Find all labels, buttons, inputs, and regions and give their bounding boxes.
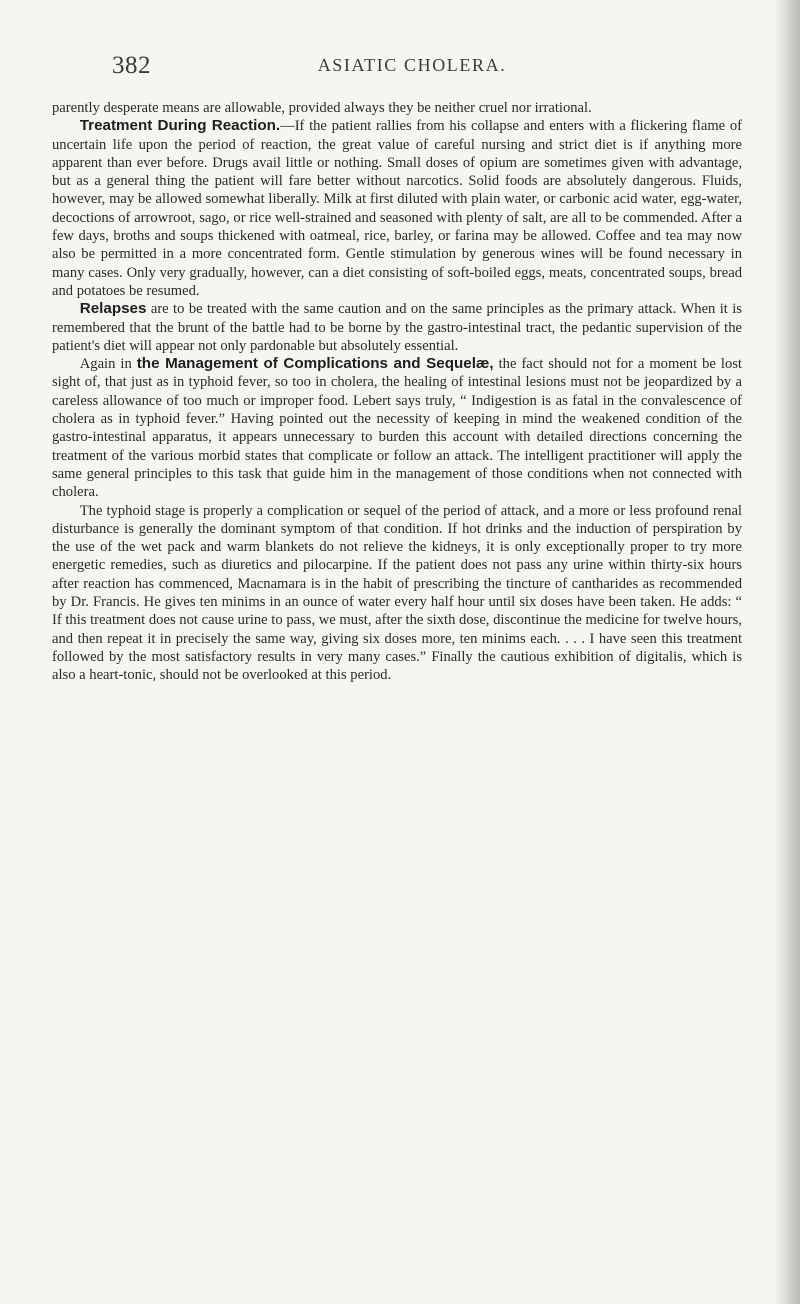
section-heading: Relapses — [79, 300, 147, 318]
page-header — [112, 52, 712, 82]
paragraph-text: The typhoid stage is properly a complication or sequel of the period of attack, and a more or less profound renal disturbance is generally the dominant symptom of that condition. If hot drinks and the induction of perspiration by the use of the wet pack and warm blankets do not relieve the kidneys, it is only exceptionally proper to try more energetic remedies, such as diuretics and pilocarpine. If the patient does not pass any urine within thirty-six hours after reaction has commenced, Macnamara is in the habit of prescribing the tincture of cantharides as recommended by Dr. Francis. He gives ten minims in an ounce of water every half hour until six doses have been taken. He adds: “ If this treatment does not cause urine to pass, we must, after the sixth dose, discontinue the medicine for twelve hours, and then repeat it in precisely the same way, giving six doses more, ten minims each. . . . I have seen this treatment followed by the most satisfactory results in very many cases.” Finally the cautious exhibition of digitalis, which is also a heart-tonic, should not be overlooked at this period. — [52, 502, 742, 684]
paragraph — [52, 355, 742, 501]
section-heading: the Management of Complications and Sequelæ, — [136, 355, 494, 373]
running-title: ASIATIC CHOLERA. — [317, 55, 507, 75]
paragraph — [52, 99, 742, 117]
paragraph — [52, 502, 742, 685]
paragraph-text: —If the patient rallies from his collapse and enters with a flickering flame of uncertain life upon the period of reaction, the great value of careful nursing and strict diet is if anything more apparent than ever before. Drugs avail little or nothing. Small doses of opium are sometimes given with advantage, but as a general thing the patient will fare better without narcotics. Solid foods are absolutely dangerous. Fluids, however, may be allowed somewhat liberally. Milk at first diluted with plain water, or carbonic acid water, egg-water, decoctions of arrowroot, sago, or rice well-strained and seasoned with plenty of salt, are all to be commended. After a few days, broths and soups thickened with oatmeal, rice, barley, or farina may be allowed. Coffee and tea may now also be permitted in a more concentrated form. Gentle stimulation by generous wines will be found necessary in many cases. Only very gradually, however, can a diet consisting of soft-boiled eggs, meats, concentrated soups, bread and potatoes be resumed. — [52, 118, 742, 299]
paragraph-text: the fact should not for a moment be lost sight of, that just as in typhoid fever, so too in cholera, the healing of intestinal lesions must not be jeopardized by a careless allowance of too much or improper food. Lebert says truly, “ Indigestion is as fatal in the convalescence of cholera as in typhoid fever.” Having pointed out the necessity of keeping in mind the weakened condition of the gastro-intestinal apparatus, it appears unnecessary to burden this account with detailed directions concerning the treatment of the various morbid states that complicate or follow an attack. The intelligent practitioner will apply the same general principles to this task that guide him in the management of those conditions when not connected with cholera. — [52, 356, 742, 501]
paragraph — [52, 300, 742, 355]
paragraph — [52, 117, 742, 300]
paragraph-text: are to be treated with the same caution and on the same principles as the primary attack. When it is remembered that the brunt of the battle had to be borne by the gastro-intestinal tract, the pedantic supervision of the patient's diet will appear not only pardonable but absolutely essential. — [52, 301, 742, 354]
paragraph-text: parently desperate means are allowable, provided always they be neither cruel nor irrational. — [52, 100, 592, 116]
page-edge-shadow — [774, 0, 800, 1304]
section-heading: Treatment During Reaction. — [79, 117, 281, 135]
body-text — [52, 99, 742, 685]
page-number: 382 — [112, 52, 151, 79]
paragraph-lead: Again in — [79, 356, 137, 373]
